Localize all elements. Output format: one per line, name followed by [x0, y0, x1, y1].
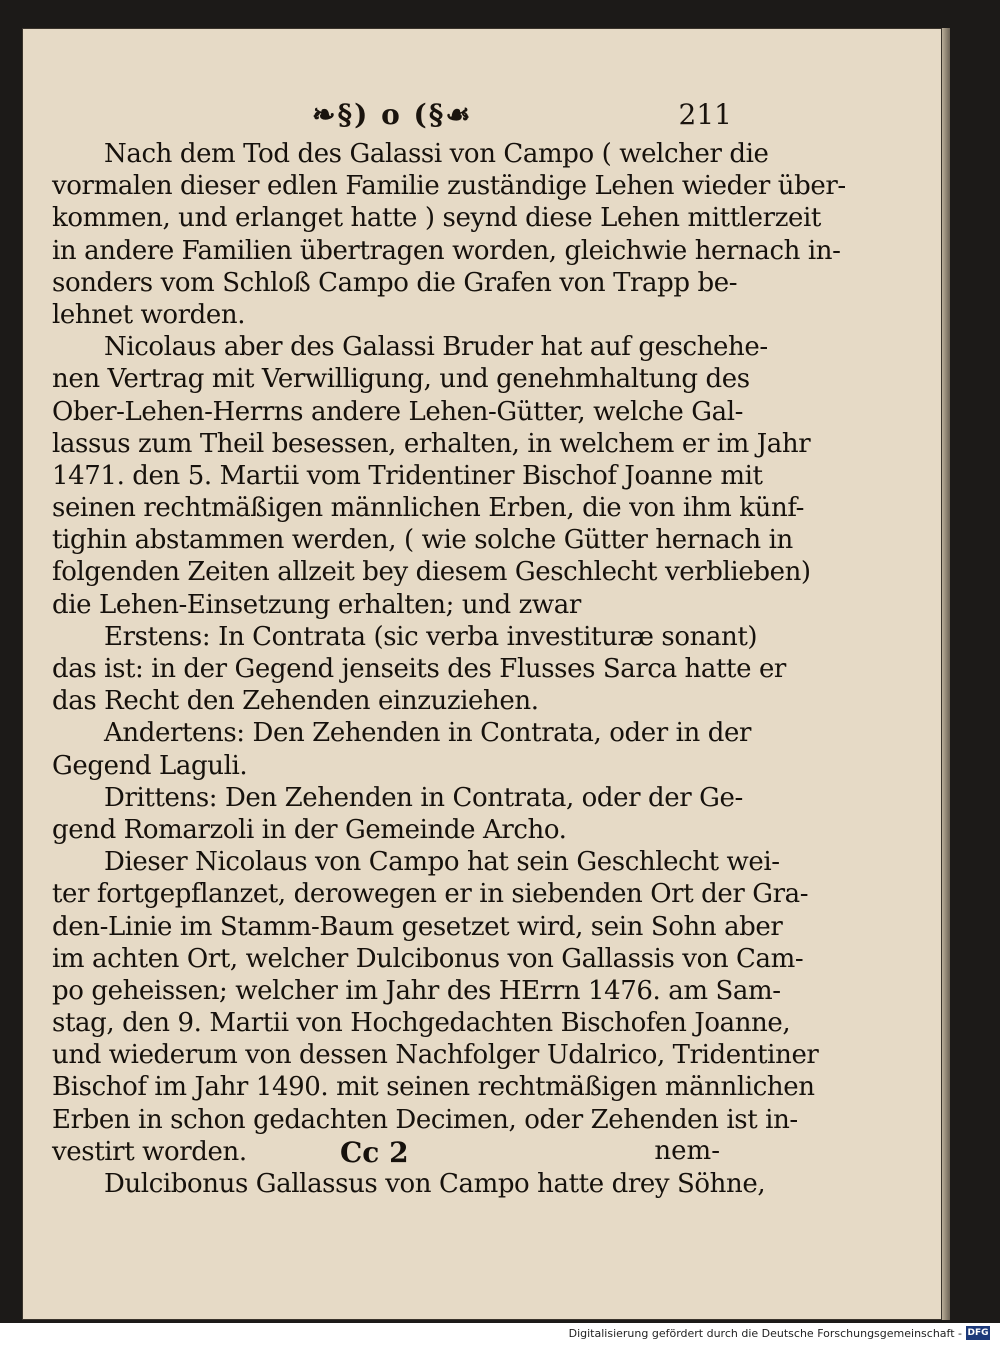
dfg-logo: DFG: [967, 1328, 989, 1338]
text-line: nen Vertrag mit Verwilligung, und genehmhaltung des: [52, 364, 750, 395]
text-line: in andere Familien übertragen worden, gleichwie hernach in-: [52, 235, 841, 266]
text-line: gend Romarzoli in der Gemeinde Archo.: [52, 814, 567, 845]
text-line: sonders vom Schloß Campo die Grafen von Trapp be-: [52, 267, 738, 298]
body-text: [52, 138, 846, 1200]
text-line: Nach dem Tod des Galassi von Campo ( welcher die: [104, 139, 769, 169]
text-line: das ist: in der Gegend jenseits des Flusses Sarca hatte er: [52, 654, 786, 684]
text-line: Gegend Laguli.: [52, 750, 248, 781]
text-line: den-Linie im Stamm-Baum gesetzet wird, sein Sohn aber: [52, 911, 783, 942]
text-line: 1471. den 5. Martii vom Tridentiner Bischof Joanne mit: [52, 460, 763, 491]
page-header: [312, 98, 732, 138]
text-line: vormalen dieser edlen Familie zuständige Lehen wieder über-: [52, 171, 846, 202]
text-line: ter fortgepflanzet, derowegen er in siebenden Ort der Gra-: [52, 879, 809, 910]
text-line: Nicolaus aber des Galassi Bruder hat auf geschehe-: [104, 332, 768, 363]
text-line: stag, den 9. Martii von Hochgedachten Bischofen Joanne,: [52, 1008, 791, 1039]
signature-mark: Cc 2: [340, 1136, 409, 1169]
text-line: und wiederum von dessen Nachfolger Udalrico, Tridentiner: [52, 1040, 819, 1071]
text-line: kommen, und erlanget hatte ) seynd diese Lehen mittlerzeit: [52, 203, 821, 234]
text-line: lehnet worden.: [52, 299, 246, 330]
text-line: im achten Ort, welcher Dulcibonus von Gallassis von Cam-: [52, 943, 804, 974]
digitization-credit: Digitalisierung gefördert durch die Deutsche Forschungsgemeinschaft -: [568, 1327, 962, 1340]
text-line: Andertens: Den Zehenden in Contrata, oder in der: [104, 718, 751, 749]
text-line: vestirt worden.: [52, 1136, 247, 1167]
catchword: nem-: [654, 1136, 720, 1166]
text-line: die Lehen-Einsetzung erhalten; und zwar: [52, 589, 581, 620]
text-line: das Recht den Zehenden einzuziehen.: [52, 686, 539, 717]
page-number: 211: [678, 98, 732, 131]
text-line: Drittens: Den Zehenden in Contrata, oder der Ge-: [104, 782, 743, 813]
page-edge: [942, 28, 950, 1320]
text-line: Erben in schon gedachten Decimen, oder Zehenden ist in-: [52, 1104, 798, 1135]
text-line: seinen rechtmäßigen männlichen Erben, die von ihm künf-: [52, 493, 804, 524]
text-line: Erstens: In Contrata (sic verba investituræ sonant): [104, 621, 758, 652]
text-line: po geheissen; welcher im Jahr des HErrn 1476. am Sam-: [52, 975, 781, 1006]
text-line: Dieser Nicolaus von Campo hat sein Geschlecht wei-: [104, 847, 780, 878]
text-line: tighin abstammen werden, ( wie solche Gütter hernach in: [52, 525, 793, 556]
text-line: Bischof im Jahr 1490. mit seinen rechtmäßigen männlichen: [52, 1072, 815, 1103]
text-line: Ober-Lehen-Herrns andere Lehen-Gütter, welche Gal-: [52, 396, 744, 427]
text-line: lassus zum Theil besessen, erhalten, in welchem er im Jahr: [52, 428, 811, 459]
text-line: folgenden Zeiten allzeit bey diesem Geschlecht verblieben): [52, 557, 811, 588]
header-ornament: ❧§) o (§☙: [312, 98, 473, 131]
text-line: Dulcibonus Gallassus von Campo hatte drey Söhne,: [104, 1169, 766, 1199]
page-footer: [340, 1136, 720, 1172]
